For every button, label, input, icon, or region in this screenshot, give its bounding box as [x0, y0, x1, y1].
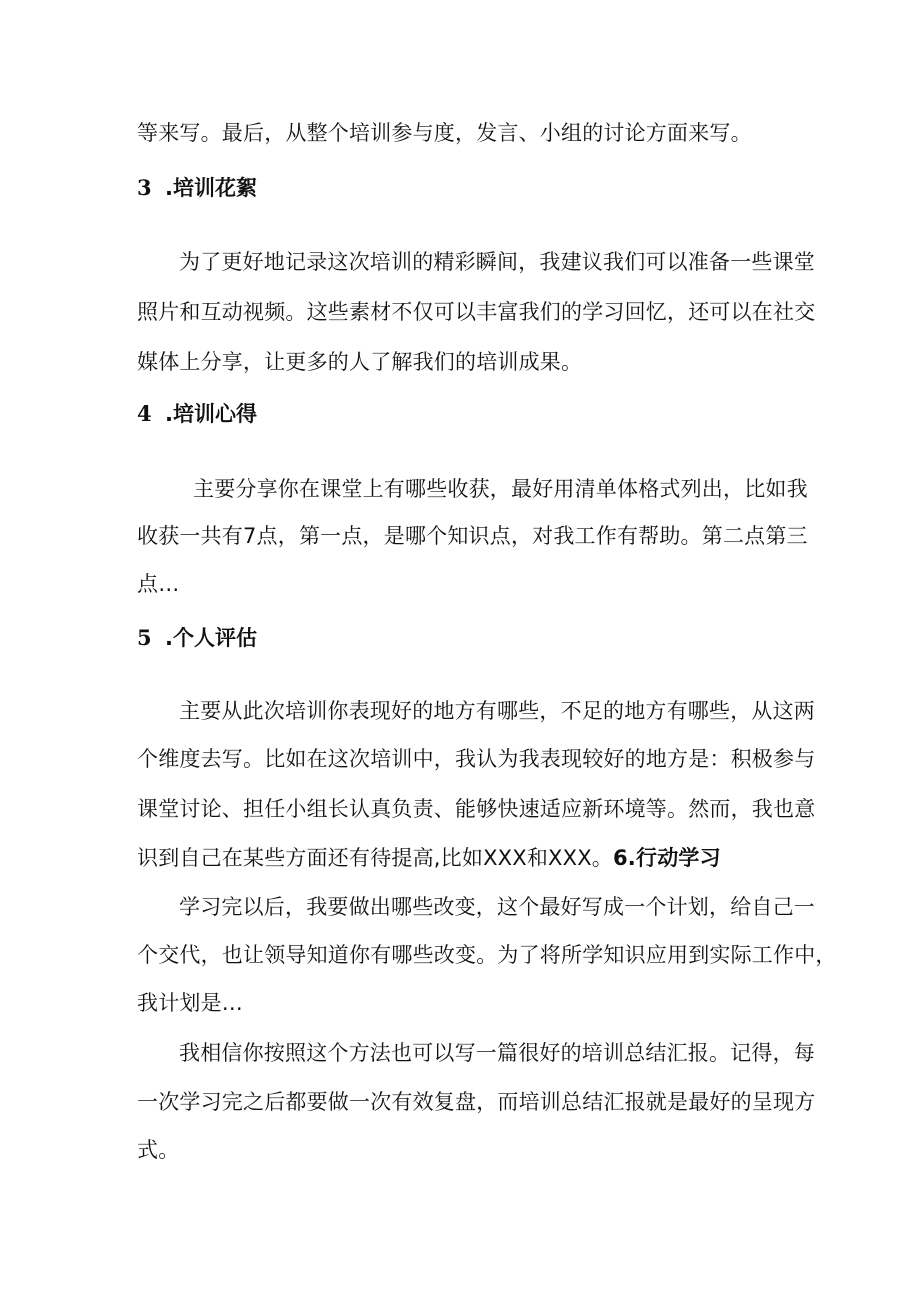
heading-title: .培训花絮 [165, 176, 257, 200]
section-heading-6: 6.行动学习 [613, 846, 721, 870]
paragraph-line-with-heading [137, 843, 797, 873]
heading-number: 4 [137, 401, 152, 426]
heading-number: 3 [137, 175, 152, 200]
paragraph-line: 为了更好地记录这次培训的精彩瞬间，我建议我们可以准备一些课堂 [179, 250, 815, 274]
section-heading-3 [137, 173, 257, 203]
heading-number: 5 [137, 625, 152, 650]
paragraph-line: 一次学习完之后都要做一次有效复盘，而培训总结汇报就是最好的呈现方 [137, 1090, 816, 1114]
paragraph-line: 学习完以后，我要做出哪些改变，这个最好写成一个计划，给自己一 [179, 895, 815, 919]
heading-title: .个人评估 [165, 626, 257, 650]
section-heading-4 [137, 399, 257, 429]
paragraph-line: 等来写。最后，从整个培训参与度，发言、小组的讨论方面来写。 [137, 121, 752, 145]
paragraph-line: 主要从此次培训你表现好的地方有哪些，不足的地方有哪些，从这两 [179, 699, 815, 723]
paragraph-line: 收获一共有7点，第一点，是哪个知识点，对我工作有帮助。第二点第三 [137, 524, 808, 548]
paragraph-line: 个交代，也让领导知道你有哪些改变。为了将所学知识应用到实际工作中， [137, 943, 837, 967]
paragraph-line: 主要分享你在课堂上有哪些收获，最好用清单体格式列出，比如我 [193, 477, 808, 501]
paragraph-line: 个维度去写。比如在这次培训中，我认为我表现较好的地方是：积极参与 [137, 747, 816, 771]
paragraph-line: 媒体上分享，让更多的人了解我们的培训成果。 [137, 350, 583, 374]
paragraph-line: 点… [137, 572, 180, 596]
paragraph-line: 我相信你按照这个方法也可以写一篇很好的培训总结汇报。记得，每 [179, 1041, 815, 1065]
paragraph-text: 识到自己在某些方面还有待提高,比如XXX和XXX。 [137, 846, 613, 870]
paragraph-line: 我计划是… [137, 991, 243, 1015]
paragraph-line: 式。 [137, 1138, 180, 1162]
section-heading-5 [137, 623, 257, 653]
paragraph-line: 照片和互动视频。这些素材不仅可以丰富我们的学习回忆，还可以在社交 [137, 300, 816, 324]
paragraph-line: 课堂讨论、担任小组长认真负责、能够快速适应新环境等。然而，我也意 [137, 797, 816, 821]
heading-title: .培训心得 [165, 402, 257, 426]
